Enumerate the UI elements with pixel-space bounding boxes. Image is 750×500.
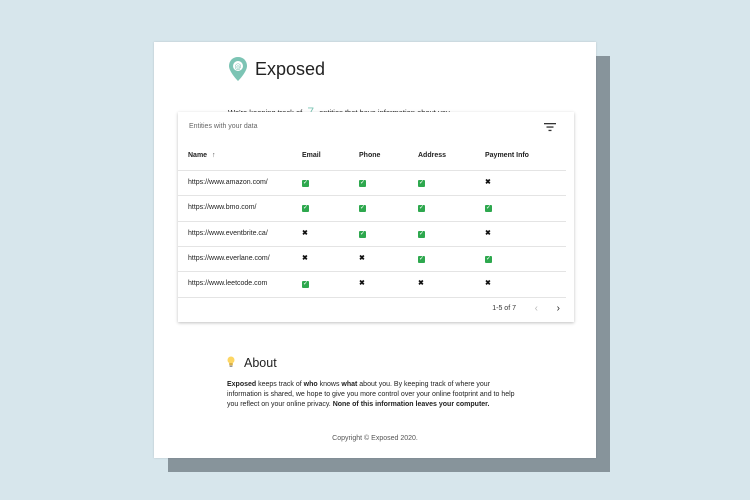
about-bold-what: what — [341, 381, 358, 388]
row-divider — [178, 221, 566, 222]
row-divider — [178, 170, 566, 171]
cross-icon: ✖ — [302, 229, 308, 237]
checkbox-checked-icon: ✓ — [485, 255, 492, 262]
location-pin-at-icon — [228, 56, 248, 82]
table-row — [178, 170, 574, 195]
pagination-range: 1-5 of 7 — [492, 305, 516, 312]
svg-text:@: @ — [234, 62, 242, 71]
entity-name: https://www.everlane.com/ — [188, 254, 270, 262]
chevron-right-icon[interactable]: › — [556, 303, 560, 314]
cross-icon: ✖ — [418, 280, 424, 288]
page-card — [154, 42, 596, 458]
entity-name: https://www.amazon.com/ — [188, 179, 268, 186]
chevron-left-icon[interactable]: ‹ — [534, 303, 538, 314]
checkbox-checked-icon: ✓ — [359, 180, 366, 186]
checkbox-checked-icon: ✓ — [418, 180, 425, 186]
entities-table-card — [178, 112, 574, 322]
about-title: About — [244, 356, 277, 370]
cross-icon: ✖ — [485, 229, 491, 237]
about-bold-who: who — [303, 381, 318, 388]
row-divider — [178, 297, 566, 298]
arrow-up-icon[interactable]: ↑ — [212, 152, 216, 159]
table-header — [178, 152, 574, 170]
checkbox-checked-icon: ✓ — [302, 205, 309, 212]
checkbox-checked-icon: ✓ — [418, 255, 425, 262]
about-text — [227, 380, 517, 410]
column-name-label: Name — [188, 152, 208, 159]
table-row — [178, 195, 574, 220]
about-bold-exposed: Exposed — [227, 381, 257, 388]
table-row — [178, 246, 574, 271]
cross-icon: ✖ — [485, 179, 491, 186]
checkbox-checked-icon: ✓ — [418, 230, 425, 237]
row-divider — [178, 195, 566, 196]
about-text-1: keeps track of — [256, 381, 304, 388]
checkbox-checked-icon: ✓ — [485, 205, 492, 212]
row-divider — [178, 246, 566, 247]
about-bold-privacy: None of this information leaves your computer. — [332, 401, 490, 408]
cross-icon: ✖ — [302, 254, 308, 262]
checkbox-checked-icon: ✓ — [359, 230, 366, 237]
checkbox-checked-icon: ✓ — [418, 205, 425, 212]
entity-name: https://www.leetcode.com — [188, 280, 268, 288]
column-header-phone: Phone — [359, 152, 381, 159]
entity-name: https://www.bmo.com/ — [188, 204, 257, 212]
copyright: Copyright © Exposed 2020. — [332, 435, 418, 442]
cross-icon: ✖ — [359, 254, 365, 262]
cross-icon: ✖ — [485, 280, 491, 288]
row-divider — [178, 271, 566, 272]
checkbox-checked-icon: ✓ — [302, 281, 309, 288]
column-header-name[interactable] — [188, 152, 216, 159]
column-header-email: Email — [302, 152, 321, 159]
column-header-address: Address — [418, 152, 447, 159]
about-text-3: about you. By keeping track of where your information is shared, we hope to give you more control over your online footprint and to help you reflect on your online privacy. — [227, 381, 515, 408]
filter-list-icon[interactable] — [544, 122, 556, 132]
app-title: Exposed — [255, 59, 326, 79]
cross-icon: ✖ — [359, 280, 365, 288]
checkbox-checked-icon: ✓ — [359, 205, 366, 212]
table-row — [178, 221, 574, 246]
table-title: Entities with your data — [189, 123, 258, 130]
table-bottom-divider — [178, 297, 574, 298]
lightbulb-icon — [227, 356, 235, 368]
checkbox-checked-icon: ✓ — [302, 180, 309, 186]
table-row — [178, 271, 574, 296]
column-header-payment: Payment Info — [485, 152, 529, 159]
entity-name: https://www.eventbrite.ca/ — [188, 229, 268, 237]
about-text-2: knows — [317, 381, 342, 388]
